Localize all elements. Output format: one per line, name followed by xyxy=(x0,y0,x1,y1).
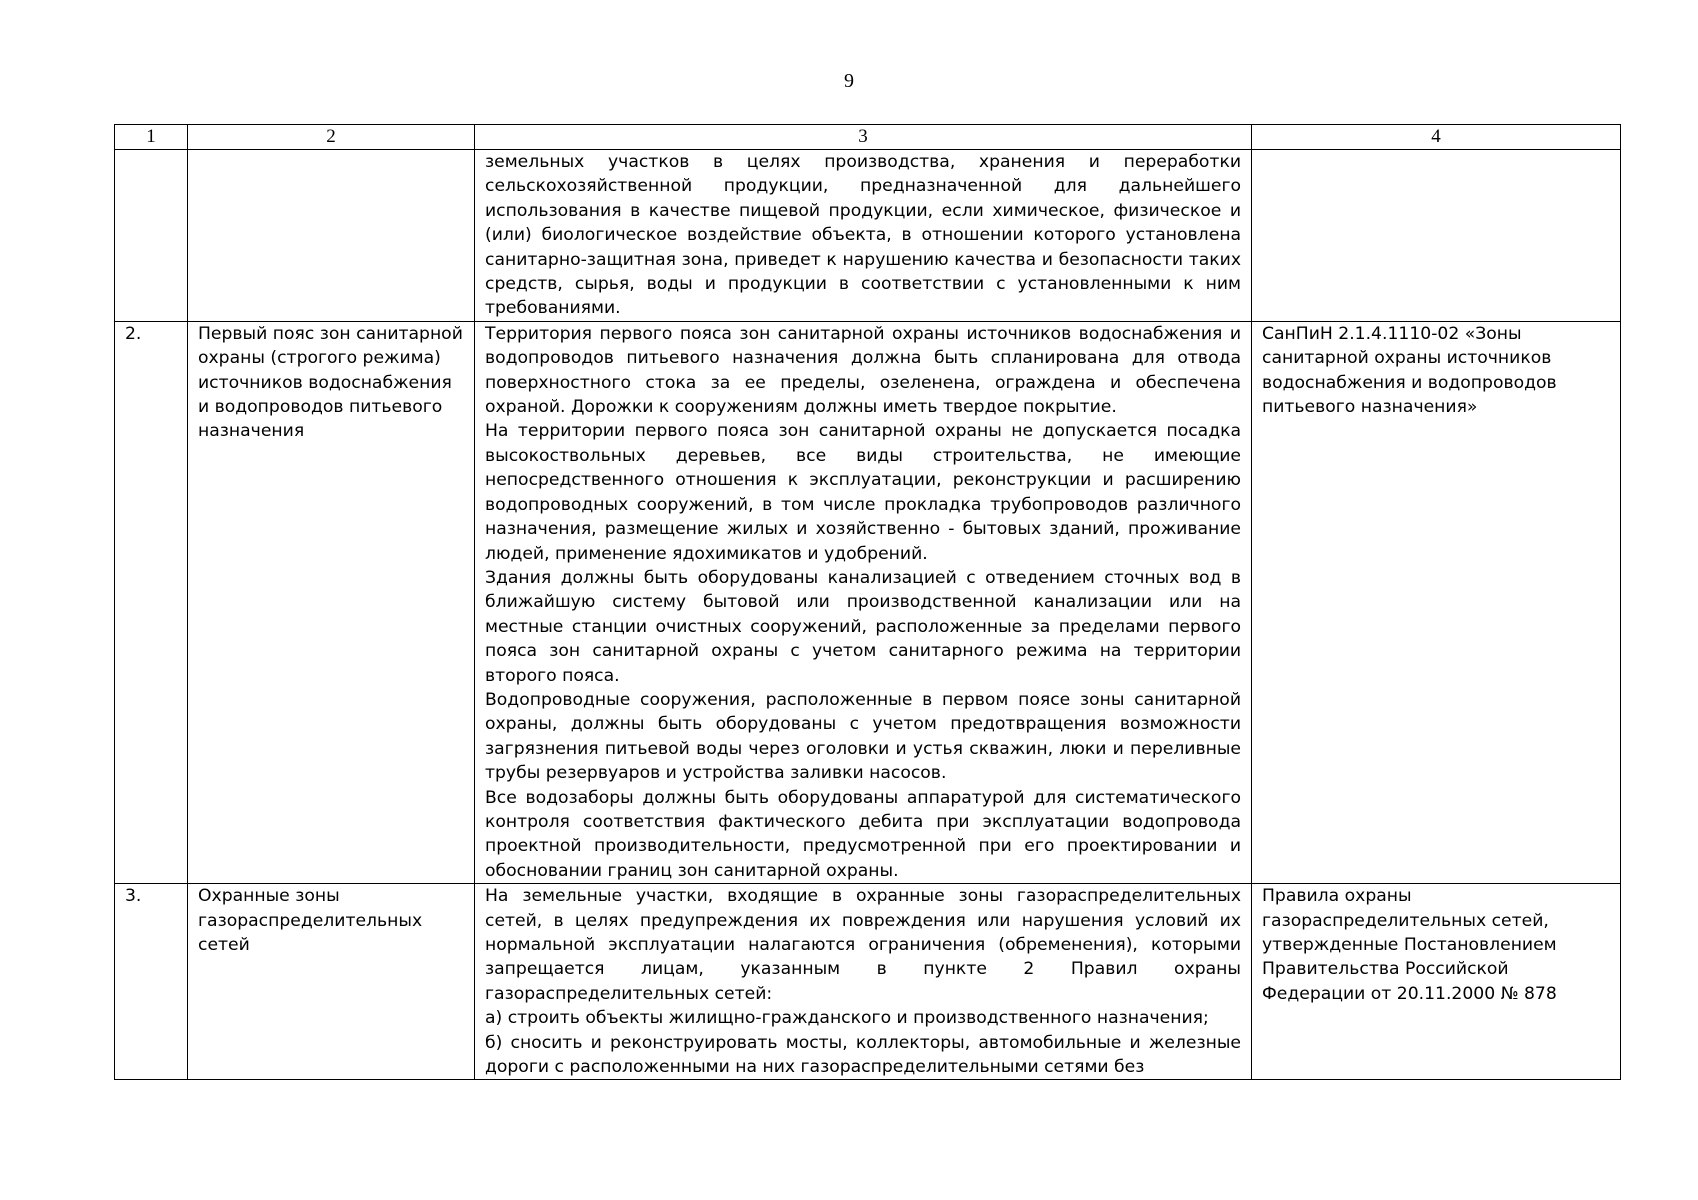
table-row xyxy=(115,884,1621,1080)
row-number: 2. xyxy=(125,323,142,344)
zone-name-cell xyxy=(188,321,475,883)
restriction-paragraph: б) сносить и реконструировать мосты, коллекторы, автомобильные и железные дороги с расположенными на них газораспределительными сетями без xyxy=(485,1032,1241,1078)
restrictions-cell xyxy=(475,150,1252,322)
zone-name: Первый пояс зон санитарной охраны (строгого режима) источников водоснабжения и водопроводов питьевого назначения xyxy=(198,323,463,442)
restrictions-cell xyxy=(475,884,1252,1080)
zone-name-cell xyxy=(188,884,475,1080)
restriction-paragraph: земельных участков в целях производства, хранения и переработки сельскохозяйственной продукции, предназначенной для дальнейшего использования в качестве пищевой продукции, если химическое, физическое и (или) биологическое воздействие объекта, в отношении которого установлена санитарно-защитная зона, приведет к нарушению качества и безопасности таких средств, сырья, воды и продукции в соответствии с установленными к ним требованиями. xyxy=(485,152,1241,319)
row-number-cell xyxy=(115,884,188,1080)
regulations-table xyxy=(114,124,1621,1080)
column-number-row xyxy=(115,125,1621,150)
restriction-paragraph: а) строить объекты жилищно-гражданского и производственного назначения; xyxy=(485,1008,1209,1029)
column-number-2: 2 xyxy=(188,125,475,150)
restrictions-cell xyxy=(475,321,1252,883)
column-number-4: 4 xyxy=(1252,125,1621,150)
restriction-paragraph: На земельные участки, входящие в охранные зоны газораспределительных сетей, в целях предупреждения их повреждения или нарушения условий их нормальной эксплуатации налагаются ограничения (обременения), которыми запрещается лицам, указанным в пункте 2 Правил охраны газораспределительных сетей: xyxy=(485,886,1241,1004)
restriction-paragraph: Все водозаборы должны быть оборудованы аппаратурой для систематического контроля соответствия фактического дебита при эксплуатации водопровода проектной производительности, предусмотренной при его проектировании и обосновании границ зон санитарной охраны. xyxy=(485,787,1241,881)
restriction-paragraph: На территории первого пояса зон санитарной охраны не допускается посадка высокоствольных деревьев, все виды строительства, не имеющие непосредственного отношения к эксплуатации, реконструкции и расширению водопроводных сооружений, в том числе прокладка трубопроводов различного назначения, размещение жилых и хозяйственно - бытовых зданий, проживание людей, применение ядохимикатов и удобрений. xyxy=(485,421,1241,564)
column-number-3: 3 xyxy=(475,125,1252,150)
reference-cell xyxy=(1252,321,1621,883)
table-row xyxy=(115,321,1621,883)
zone-name-cell xyxy=(188,150,475,322)
legal-reference: Правила охраны газораспределительных сетей, утвержденные Постановлением Правительства Российской Федерации от 20.11.2000 № 878 xyxy=(1262,886,1557,1004)
reference-cell xyxy=(1252,884,1621,1080)
table-row xyxy=(115,150,1621,322)
restriction-paragraph: Здания должны быть оборудованы канализацией с отведением сточных вод в ближайшую систему бытовой или производственной канализации или на местные станции очистных сооружений, расположенные за пределами первого пояса зон санитарной охраны с учетом санитарного режима на территории второго пояса. xyxy=(485,567,1241,686)
zone-name: Охранные зоны газораспределительных сетей xyxy=(198,886,423,955)
restriction-paragraph: Водопроводные сооружения, расположенные в первом поясе зоны санитарной охраны, должны быть оборудованы с учетом предотвращения возможности загрязнения питьевой воды через оголовки и устья скважин, люки и переливные трубы резервуаров и устройства заливки насосов. xyxy=(485,689,1241,784)
page-number: 9 xyxy=(844,70,854,92)
row-number: 3. xyxy=(125,886,142,907)
row-number-cell xyxy=(115,150,188,322)
row-number-cell xyxy=(115,321,188,883)
reference-cell xyxy=(1252,150,1621,322)
legal-reference: СанПиН 2.1.4.1110-02 «Зоны санитарной охраны источников водоснабжения и водопроводов питьевого назначения» xyxy=(1262,323,1557,418)
column-number-1: 1 xyxy=(115,125,188,150)
restriction-paragraph: Территория первого пояса зон санитарной охраны источников водоснабжения и водопроводов питьевого назначения должна быть спланирована для отвода поверхностного стока за ее пределы, озеленена, ограждена и обеспечена охраной. Дорожки к сооружениям должны иметь твердое покрытие. xyxy=(485,323,1241,418)
